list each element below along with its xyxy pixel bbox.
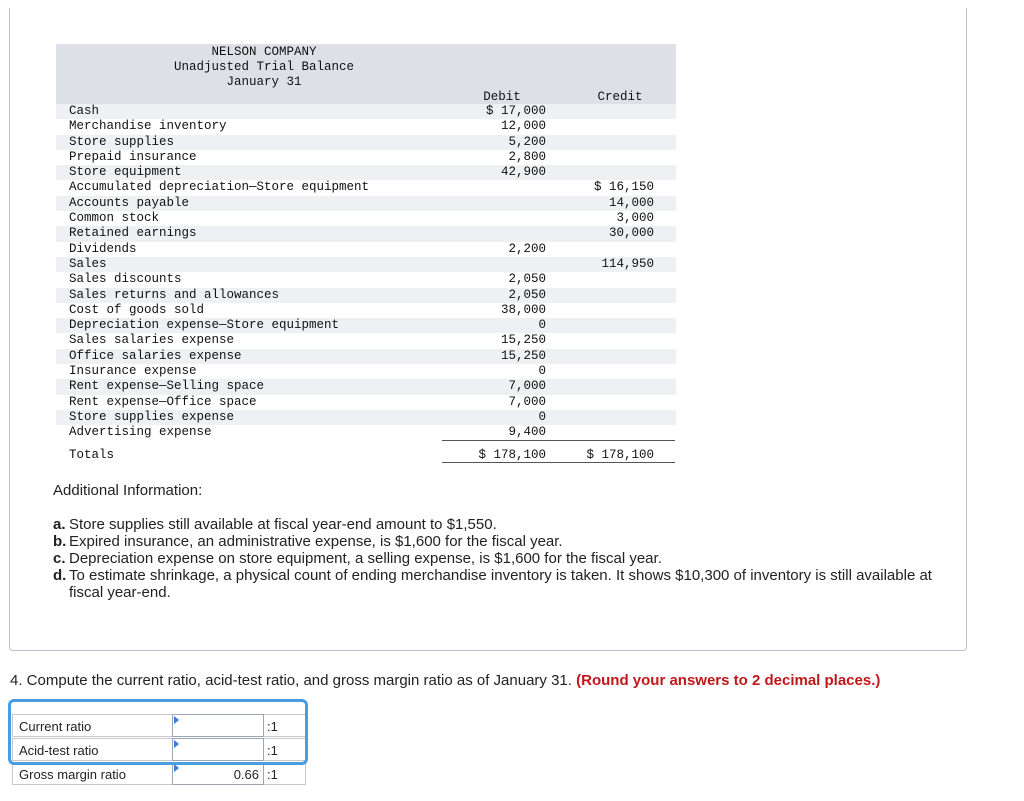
current-ratio-label: Current ratio (12, 714, 172, 737)
table-row (56, 242, 676, 257)
debit-amount: 15,250 (500, 348, 546, 363)
table-row (56, 333, 676, 348)
trial-balance-rows (56, 104, 676, 441)
statement-date: January 31 (226, 75, 302, 89)
account-name: Rent expense—Office space (69, 394, 257, 409)
credit-amount: 14,000 (608, 195, 654, 210)
trial-balance (56, 44, 676, 465)
acid-test-ratio-label: Acid-test ratio (12, 738, 172, 761)
ratio-answer-table (12, 714, 308, 786)
debit-amount: 7,000 (508, 394, 546, 409)
table-row (56, 379, 676, 394)
credit-amount: 3,000 (616, 211, 654, 226)
table-row (56, 119, 676, 134)
account-name: Cash (69, 104, 100, 118)
company-name: NELSON COMPANY (211, 45, 317, 59)
account-name: Sales (69, 256, 107, 271)
table-row (56, 104, 676, 119)
table-row (56, 135, 676, 150)
account-name: Sales salaries expense (69, 333, 235, 348)
account-name: Common stock (69, 211, 160, 226)
table-row (56, 318, 676, 333)
debit-amount: 2,200 (508, 241, 546, 256)
table-row (56, 410, 676, 425)
account-name: Depreciation expense—Store equipment (69, 318, 340, 333)
statement-title: Unadjusted Trial Balance (173, 60, 355, 74)
table-row (56, 180, 676, 195)
account-name: Office salaries expense (69, 348, 242, 363)
debit-amount: 2,800 (508, 149, 546, 164)
current-ratio-suffix: :1 (264, 714, 306, 737)
table-row (56, 364, 676, 379)
table-row (56, 211, 676, 226)
gross-margin-ratio-suffix: :1 (264, 762, 306, 785)
trial-balance-header (56, 44, 676, 104)
account-name: Sales returns and allowances (69, 287, 280, 302)
note-b: b. Expired insurance, an administrative expense, is $1,600 for the fiscal year. (53, 533, 563, 550)
note-d: d. To estimate shrinkage, a physical count of ending merchandise inventory is taken. It shows $10,300 of inventory is still available at fiscal year-end. (53, 567, 932, 601)
table-row (56, 425, 676, 440)
account-name: Retained earnings (69, 226, 197, 241)
totals-credit: $ 178,100 (586, 447, 654, 462)
debit-amount: 2,050 (508, 287, 546, 302)
account-name: Store supplies (69, 134, 175, 149)
debit-amount: 0 (538, 364, 546, 379)
account-name: Rent expense—Selling space (69, 379, 265, 394)
additional-info-heading: Additional Information: (53, 482, 203, 499)
table-row (56, 395, 676, 410)
account-name: Cost of goods sold (69, 302, 205, 317)
question-text (10, 672, 880, 689)
account-name: Accounts payable (69, 195, 190, 210)
debit-amount: 38,000 (500, 302, 546, 317)
total-rule (442, 462, 675, 463)
table-row (56, 272, 676, 287)
account-name: Advertising expense (69, 425, 212, 440)
table-row (56, 196, 676, 211)
credit-amount: $ 16,150 (593, 180, 654, 195)
credit-header: Credit (597, 90, 643, 104)
question-prompt: 4. Compute the current ratio, acid-test ratio, and gross margin ratio as of January 31. (10, 672, 572, 689)
rounding-hint: (Round your answers to 2 decimal places.) (576, 672, 881, 689)
account-name: Prepaid insurance (69, 149, 197, 164)
input-flag-icon (174, 740, 179, 748)
gross-margin-ratio-input[interactable]: 0.66 (172, 762, 264, 785)
credit-amount: 114,950 (601, 256, 654, 271)
table-row (56, 150, 676, 165)
table-row (56, 349, 676, 364)
totals-debit: $ 178,100 (478, 447, 546, 462)
table-row (56, 303, 676, 318)
table-row (56, 226, 676, 241)
table-row (56, 288, 676, 303)
acid-test-ratio-suffix: :1 (264, 738, 306, 761)
account-name: Accumulated depreciation—Store equipment (69, 180, 370, 195)
debit-amount: 0 (538, 318, 546, 333)
input-flag-icon (174, 764, 179, 772)
debit-amount: 7,000 (508, 379, 546, 394)
debit-amount: 5,200 (508, 134, 546, 149)
table-row (56, 257, 676, 272)
gross-margin-ratio-label: Gross margin ratio (12, 762, 172, 785)
credit-amount: 30,000 (608, 226, 654, 241)
account-name: Dividends (69, 241, 137, 256)
debit-amount: 9,400 (508, 425, 546, 440)
debit-amount: 2,050 (508, 272, 546, 287)
debit-amount: 12,000 (500, 119, 546, 134)
note-a: a. Store supplies still available at fiscal year-end amount to $1,550. (53, 516, 497, 533)
account-name: Store supplies expense (69, 409, 235, 424)
debit-header: Debit (483, 90, 521, 104)
totals-label: Totals (69, 447, 115, 462)
additional-notes (53, 516, 933, 601)
account-name: Store equipment (69, 165, 182, 180)
debit-amount: 42,900 (500, 165, 546, 180)
account-name: Merchandise inventory (69, 119, 227, 134)
current-ratio-input[interactable] (172, 714, 264, 737)
subtotal-rule (442, 440, 675, 441)
account-name: Sales discounts (69, 272, 182, 287)
input-flag-icon (174, 716, 179, 724)
note-c: c. Depreciation expense on store equipment, a selling expense, is $1,600 for the fiscal year. (53, 550, 662, 567)
debit-amount: 15,250 (500, 333, 546, 348)
acid-test-ratio-input[interactable] (172, 738, 264, 761)
account-name: Insurance expense (69, 364, 197, 379)
debit-amount: $ 17,000 (485, 104, 546, 118)
debit-amount: 0 (538, 409, 546, 424)
table-row (56, 165, 676, 180)
